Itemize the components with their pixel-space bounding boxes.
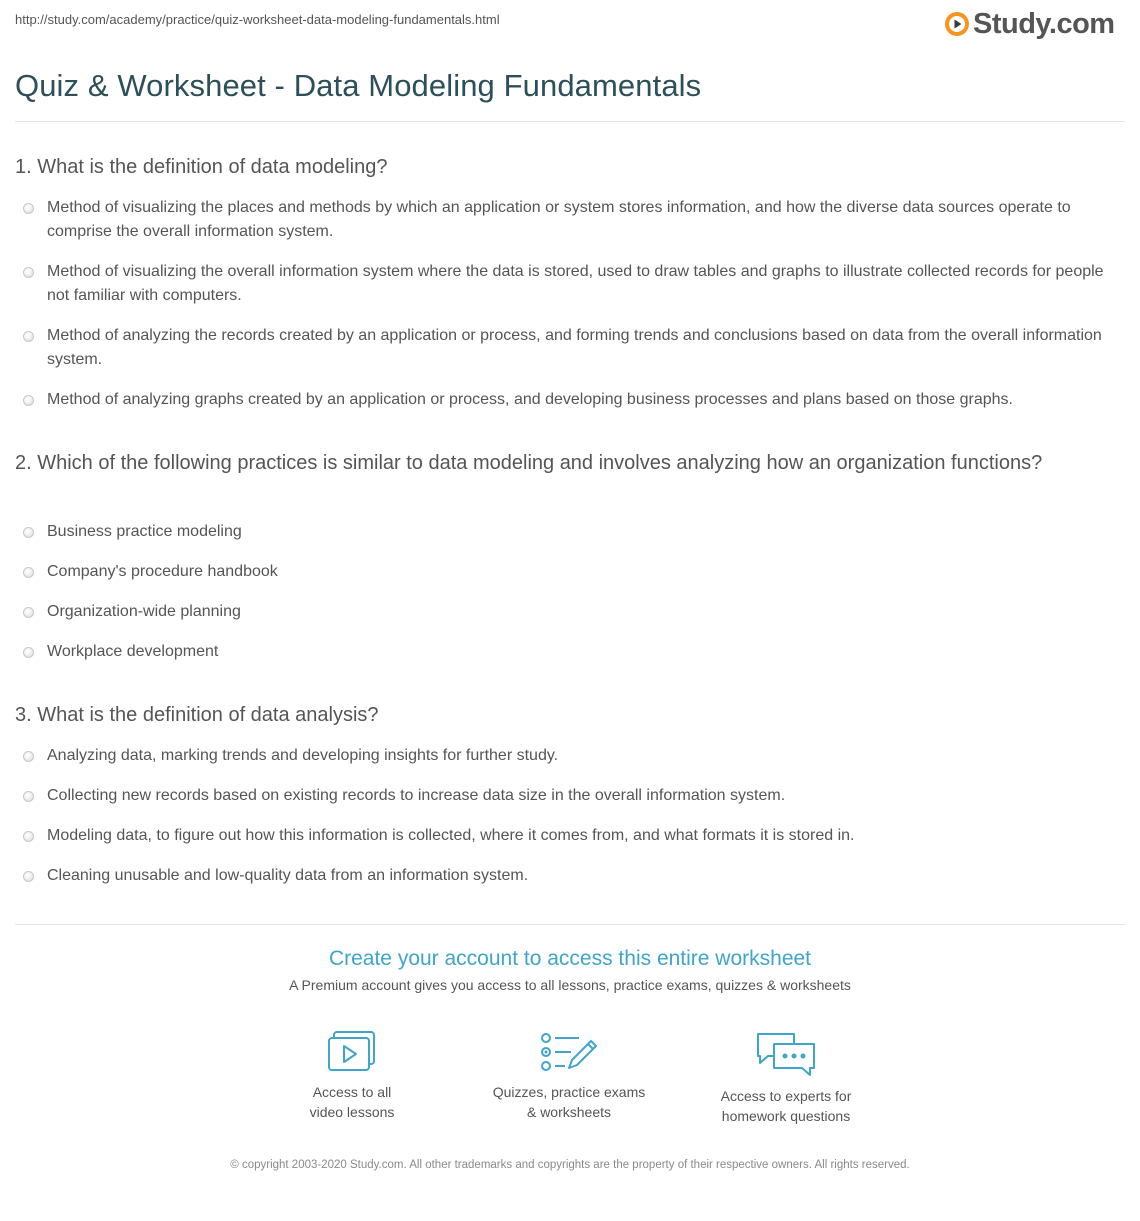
feature-video-line1: Access to all (312, 1084, 392, 1100)
feature-video-line2: video lessons (309, 1104, 395, 1120)
q1-option-2[interactable]: Method of visualizing the overall information system where the data is stored, used to draw tables and graphs to illustrate collected records for people not familiar with computers. (47, 263, 1104, 304)
q2-option-3[interactable]: Organization-wide planning (47, 603, 241, 620)
q3-option-3[interactable]: Modeling data, to figure out how this information is collected, where it comes from, and what formats it is stored in. (47, 827, 855, 844)
q2-option-4[interactable]: Workplace development (47, 643, 219, 660)
q2-option-1[interactable]: Business practice modeling (47, 523, 242, 540)
play-circle-icon (944, 11, 970, 37)
question-2-heading: 2. Which of the following practices is similar to data modeling and involves analyzing how an organization functions? (15, 452, 1043, 474)
feature-experts-line2: homework questions (721, 1108, 851, 1124)
questions-divider (15, 924, 1125, 925)
q1-option-1[interactable]: Method of visualizing the places and methods by which an application or system stores information, and how the diverse data sources operate to comprise the overall information system. (47, 199, 1071, 240)
q3-option-2[interactable]: Collecting new records based on existing records to increase data size in the overall information system. (47, 787, 786, 804)
radio-q1-option-3[interactable] (23, 331, 34, 342)
copyright-notice: © copyright 2003-2020 Study.com. All other trademarks and copyrights are the property of their respective owners. All rights reserved. (230, 1159, 910, 1171)
radio-q2-option-2[interactable] (23, 567, 34, 578)
question-3-heading: 3. What is the definition of data analysis? (15, 704, 379, 726)
page-url: http://study.com/academy/practice/quiz-worksheet-data-modeling-fundamentals.html (15, 12, 500, 27)
radio-q3-option-1[interactable] (23, 751, 34, 762)
radio-q2-option-1[interactable] (23, 527, 34, 538)
q3-option-1[interactable]: Analyzing data, marking trends and developing insights for further study. (47, 747, 559, 764)
radio-q1-option-2[interactable] (23, 267, 34, 278)
feature-quizzes (469, 1030, 669, 1122)
q1-option-3[interactable]: Method of analyzing the records created by an application or process, and forming trends and conclusions based on data from the overall information system. (47, 327, 1102, 368)
feature-quizzes-line1: Quizzes, practice exams (492, 1084, 646, 1100)
q2-option-2[interactable]: Company's procedure handbook (47, 563, 278, 580)
study-logo[interactable] (944, 6, 1115, 42)
logo-text: Study.com (973, 7, 1115, 40)
question-1-heading: 1. What is the definition of data modeling? (15, 156, 388, 178)
q3-option-4[interactable]: Cleaning unusable and low-quality data from an information system. (47, 867, 529, 884)
q1-option-4[interactable]: Method of analyzing graphs created by an application or process, and developing business processes and plans based on those graphs. (47, 391, 1013, 408)
feature-video-lessons (252, 1030, 452, 1122)
radio-q1-option-1[interactable] (23, 203, 34, 214)
title-divider (15, 121, 1125, 122)
checklist-icon (539, 1030, 599, 1074)
feature-experts-line1: Access to experts for (720, 1088, 852, 1104)
radio-q3-option-2[interactable] (23, 791, 34, 802)
radio-q2-option-3[interactable] (23, 607, 34, 618)
page-title: Quiz & Worksheet - Data Modeling Fundamentals (15, 68, 702, 103)
create-account-link[interactable]: Create your account to access this entire worksheet (328, 947, 812, 970)
radio-q3-option-4[interactable] (23, 871, 34, 882)
chat-bubbles-icon (754, 1030, 818, 1078)
top-bar (0, 0, 1140, 48)
radio-q2-option-4[interactable] (23, 647, 34, 658)
radio-q1-option-4[interactable] (23, 395, 34, 406)
premium-description: A Premium account gives you access to all lessons, practice exams, quizzes & worksheets (289, 977, 851, 993)
radio-q3-option-3[interactable] (23, 831, 34, 842)
video-lesson-icon (326, 1030, 378, 1074)
feature-quizzes-line2: & worksheets (526, 1104, 612, 1120)
feature-experts (686, 1030, 886, 1126)
